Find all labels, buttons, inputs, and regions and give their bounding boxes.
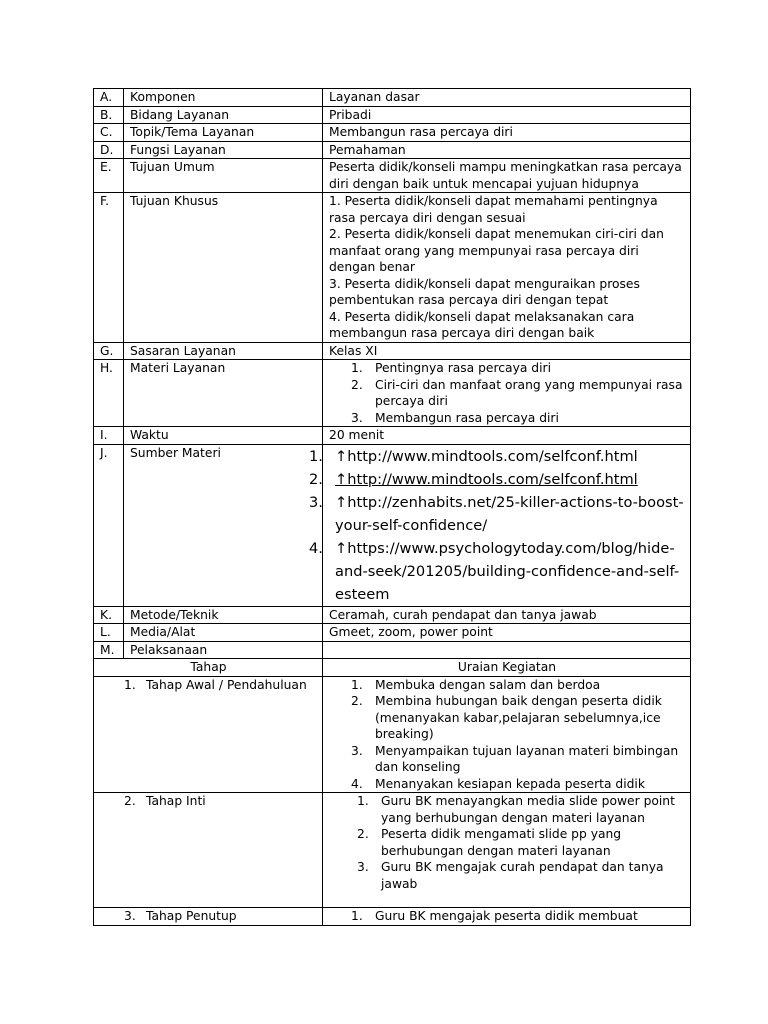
row-value: 20 menit: [323, 427, 691, 445]
table-row: [94, 427, 691, 445]
row-label: Tujuan Khusus: [124, 193, 323, 343]
stage-row: [94, 676, 691, 793]
row-label: Topik/Tema Layanan: [124, 124, 323, 142]
objective-line: 4. Peserta didik/konseli dapat melaksanakan cara membangun rasa percaya diri dengan baik: [329, 309, 635, 340]
stage-name-cell: [94, 793, 323, 908]
stage-name-cell: [94, 676, 323, 793]
source-link[interactable]: 2. ↑http://www.mindtools.com/selfconf.html: [309, 470, 638, 488]
row-value: Gmeet, zoom, power point: [323, 624, 691, 642]
list-item: 4. Menanyakan kesiapan kepada peserta didik: [351, 776, 645, 791]
activity-column-header: Uraian Kegiatan: [323, 659, 691, 677]
stage-column-header: Tahap: [94, 659, 323, 677]
row-label: Sumber Materi: [124, 444, 323, 606]
list-item: 1. Pentingnya rasa percaya diri: [351, 361, 551, 375]
table-row: [94, 624, 691, 642]
stage-name: 1. Tahap Awal / Pendahuluan: [124, 677, 307, 692]
row-code: D.: [94, 141, 124, 159]
row-label: Sasaran Layanan: [124, 342, 323, 360]
stage-activities-cell: [323, 793, 691, 908]
row-value: Kelas XI: [323, 342, 691, 360]
specific-objectives: [323, 193, 691, 343]
table-row: [94, 641, 691, 659]
activity-list: [329, 908, 685, 925]
material-list-cell: [323, 360, 691, 427]
row-code: E.: [94, 159, 124, 193]
list-item: 1. Guru BK menayangkan media slide power point yang berhubungan dengan materi layanan: [357, 794, 675, 825]
row-value: Ceramah, curah pendapat dan tanya jawab: [323, 606, 691, 624]
row-value: Layanan dasar: [323, 89, 691, 107]
row-code: M.: [94, 641, 124, 659]
stages-header-row: [94, 659, 691, 677]
source-link[interactable]: 3. ↑http://zenhabits.net/25-killer-actions-to-boost-your-self-confidence/: [309, 493, 684, 534]
table-row: [94, 444, 691, 606]
stage-name: 2. Tahap Inti: [124, 794, 206, 808]
table-row: [94, 124, 691, 142]
row-label: Fungsi Layanan: [124, 141, 323, 159]
row-label: Komponen: [124, 89, 323, 107]
row-code: H.: [94, 360, 124, 427]
row-label: Tujuan Umum: [124, 159, 323, 193]
row-code: B.: [94, 106, 124, 124]
row-code: L.: [94, 624, 124, 642]
source-link[interactable]: 4. ↑https://www.psychologytoday.com/blog/hide-and-seek/201205/building-confidence-and-self-esteem: [309, 539, 680, 603]
list-item: 1. Membuka dengan salam dan berdoa: [351, 677, 601, 692]
row-label: Materi Layanan: [124, 360, 323, 427]
table-row: [94, 89, 691, 107]
row-value: Pemahaman: [323, 141, 691, 159]
stage-name-cell: [94, 908, 323, 926]
row-label: Media/Alat: [124, 624, 323, 642]
list-item: 1. Guru BK mengajak peserta didik membuat: [351, 909, 638, 923]
stage-row: [94, 793, 691, 908]
rpp-table: [93, 88, 691, 926]
list-item: 2. Membina hubungan baik dengan peserta didik (menanyakan kabar,pelajaran sebelumnya,ice breaking): [351, 694, 662, 741]
row-label: Waktu: [124, 427, 323, 445]
source-list: [309, 445, 685, 606]
row-label: Pelaksanaan: [124, 641, 323, 659]
stage-row: [94, 908, 691, 926]
list-item: 3. Membangun rasa percaya diri: [351, 410, 559, 425]
row-value: Peserta didik/konseli mampu meningkatkan rasa percaya diri dengan baik untuk mencapai yujuan hidupnya: [323, 159, 691, 193]
row-code: I.: [94, 427, 124, 445]
objective-line: 2. Peserta didik/konseli dapat menemukan ciri-ciri dan manfaat orang yang mempunyai rasa percaya diri dengan benar: [329, 227, 664, 274]
objective-line: 3. Peserta didik/konseli dapat menguraikan proses pembentukan rasa percaya diri dengan tepat: [329, 276, 640, 307]
table-row: [94, 193, 691, 343]
table-row: [94, 342, 691, 360]
stage-name: 3. Tahap Penutup: [124, 909, 237, 923]
stage-activities-cell: [323, 908, 691, 926]
list-item: 3. Menyampaikan tujuan layanan materi bimbingan dan konseling: [351, 743, 679, 774]
table-row: [94, 360, 691, 427]
row-code: K.: [94, 606, 124, 624]
row-value: Membangun rasa percaya diri: [323, 124, 691, 142]
activity-list: [329, 793, 685, 892]
row-value: [323, 641, 691, 659]
material-list: [329, 360, 685, 426]
list-item: 2. Peserta didik mengamati slide pp yang berhubungan dengan materi layanan: [357, 827, 622, 858]
table-row: [94, 606, 691, 624]
row-code: A.: [94, 89, 124, 107]
list-item: 3. Guru BK mengajak curah pendapat dan tanya jawab: [357, 860, 664, 891]
row-code: G.: [94, 342, 124, 360]
table-row: [94, 159, 691, 193]
table-row: [94, 141, 691, 159]
row-code: C.: [94, 124, 124, 142]
row-label: Metode/Teknik: [124, 606, 323, 624]
table-row: [94, 106, 691, 124]
source-link[interactable]: 1. ↑http://www.mindtools.com/selfconf.html: [309, 447, 638, 465]
row-label: Bidang Layanan: [124, 106, 323, 124]
source-list-cell: [309, 444, 691, 606]
objective-line: 1. Peserta didik/konseli dapat memahami pentingnya rasa percaya diri dengan sesuai: [329, 194, 658, 225]
list-item: 2. Ciri-ciri dan manfaat orang yang mempunyai rasa percaya diri: [351, 377, 683, 408]
row-code: F.: [94, 193, 124, 343]
row-value: Pribadi: [323, 106, 691, 124]
activity-list: [329, 677, 685, 793]
row-code: J.: [94, 444, 124, 606]
stage-activities-cell: [323, 676, 691, 793]
